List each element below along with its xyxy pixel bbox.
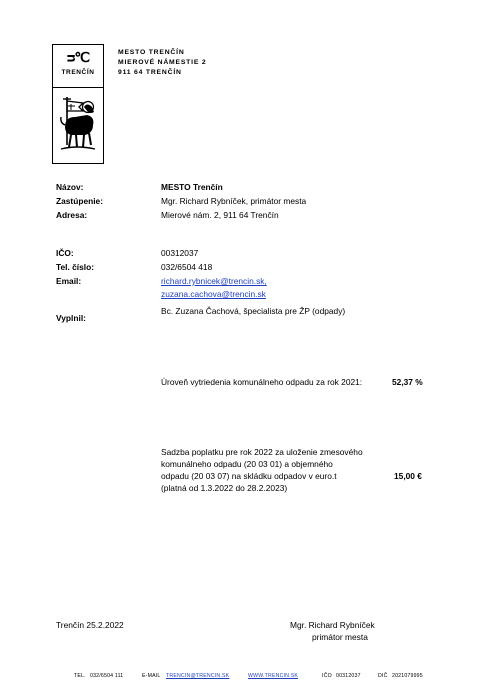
footer-ico-label: IČO [322,673,332,679]
ico-value: 00312037 [161,248,199,258]
footer-ico-value: 00312037 [336,673,361,679]
email-link-primator[interactable]: richard.rybnicek@trencin.sk, [161,276,267,286]
sadzba-line-4: (platná od 1.3.2022 do 28.2.2023) [161,483,288,493]
uroven-value: 52,37 % [392,377,423,387]
logo-top-panel [53,45,103,88]
email-label: Email: [56,276,82,286]
sadzba-line-2: komunálneho odpadu (20 03 01) a objemného [161,459,333,469]
email-link-specialist[interactable]: zuzana.cachova@trencin.sk [161,289,266,299]
logo-name: TRENČÍN [61,69,95,76]
sadzba-line-3: odpadu (20 03 07) na skládku odpadov v euro.t [161,471,337,481]
signature-name: Mgr. Richard Rybníček [290,620,375,630]
signature-title: primátor mesta [312,632,368,642]
tel-value: 032/6504 418 [161,262,213,272]
footer-dic-label: DIČ [378,673,388,679]
adresa-label: Adresa: [56,210,88,220]
header-city: MESTO TRENČÍN [118,49,185,56]
vyplnil-value: Bc. Zuzana Čachová, špecialista pre ŽP (odpady) [161,306,346,316]
document-date: Trenčín 25.2.2022 [56,620,124,630]
nazov-label: Názov: [56,182,84,192]
sadzba-value: 15,00 € [394,471,422,481]
logo-glyph: ᴝ℃ [66,49,90,65]
header-street: MIEROVÉ NÁMESTIE 2 [118,59,207,66]
footer-email-link[interactable]: TRENCIN@TRENCIN.SK [166,673,230,679]
ico-label: IČO: [56,248,74,258]
footer-dic-value: 2021079995 [392,673,423,679]
header-zip-city: 911 64 TRENČÍN [118,69,182,76]
sadzba-line-1: Sadzba poplatku pre rok 2022 za uloženie zmesového [161,447,363,457]
adresa-value: Mierové nám. 2, 911 64 Trenčín [161,210,279,220]
uroven-text: Úroveň vytriedenia komunálneho odpadu za rok 2021: [161,377,363,387]
footer-email-label: E-MAIL [142,673,161,679]
city-logo [52,44,104,164]
zastupenie-label: Zastúpenie: [56,196,103,206]
zastupenie-value: Mgr. Richard Rybníček, primátor mesta [161,196,307,206]
footer-tel-value: 032/6504 111 [90,673,124,679]
footer-web-link[interactable]: WWW.TRENCIN.SK [248,673,299,679]
vyplnil-label: Vyplnil: [56,313,86,323]
footer-tel-label: TEL. [74,673,86,679]
lamb-with-flag-icon [57,93,99,159]
nazov-value: MESTO Trenčín [161,182,223,192]
tel-label: Tel. číslo: [56,262,95,272]
